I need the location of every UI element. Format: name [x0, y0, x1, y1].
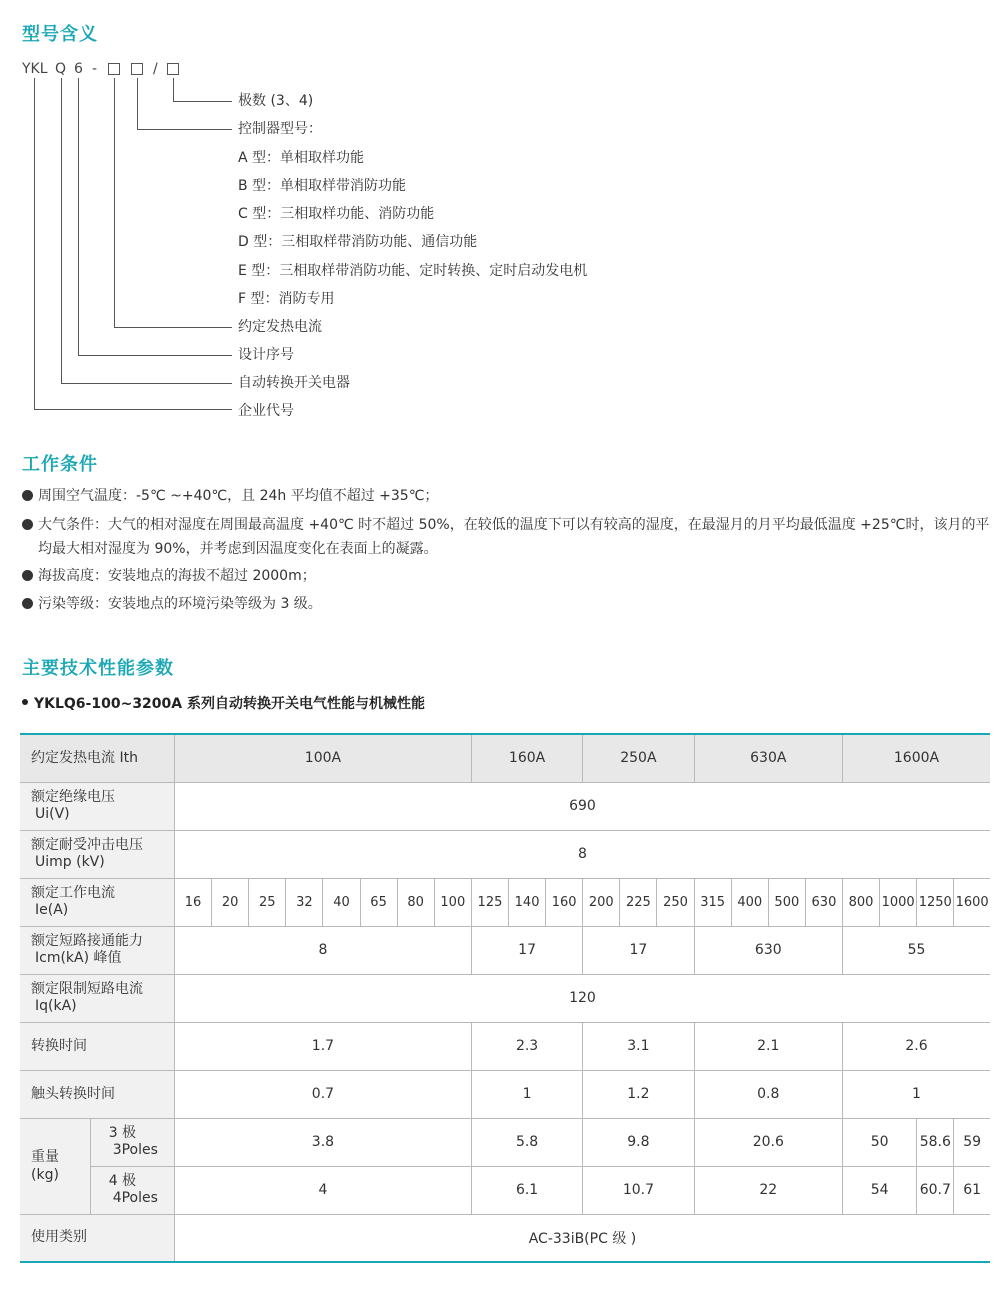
transfer-value: 1.7 — [174, 1022, 471, 1070]
bullet-icon — [22, 519, 33, 530]
impulse-value: 8 — [174, 830, 990, 878]
contact-value: 1.2 — [583, 1070, 694, 1118]
contact-value: 0.7 — [174, 1070, 471, 1118]
connector-poles-h — [173, 101, 232, 102]
current-cell: 250 — [657, 878, 694, 926]
insulation-label: 额定绝缘电压 Ui(V) — [20, 782, 174, 830]
label-type-d: D 型：三相取样带消防功能、通信功能 — [238, 234, 478, 250]
weight4-value: 4 — [174, 1166, 471, 1214]
current-cell: 225 — [620, 878, 657, 926]
code-box-current — [108, 63, 120, 75]
current-cell: 65 — [360, 878, 397, 926]
params-subtitle: YKLQ6-100~3200A 系列自动转换开关电气性能与机械性能 — [22, 693, 425, 713]
current-cell: 25 — [249, 878, 286, 926]
connector-current-v — [114, 78, 115, 327]
weight3-value: 58.6 — [917, 1118, 954, 1166]
table-row-weight-3p — [20, 1118, 990, 1166]
weight3-value: 59 — [954, 1118, 990, 1166]
transfer-value: 3.1 — [583, 1022, 694, 1070]
label-type-e: E 型：三相取样带消防功能、定时转换、定时启动发电机 — [238, 263, 588, 279]
current-cell: 630 — [805, 878, 842, 926]
bullet-icon — [22, 490, 33, 501]
code-slash: / — [153, 61, 158, 77]
table-row-insulation — [20, 782, 990, 830]
making-value: 17 — [471, 926, 582, 974]
current-cell: 1600 — [954, 878, 990, 926]
current-cell: 800 — [843, 878, 880, 926]
table-row-making — [20, 926, 990, 974]
model-code-diagram — [0, 0, 1000, 440]
label-ats: 自动转换开关电器 — [238, 375, 350, 391]
weight4-value: 60.7 — [917, 1166, 954, 1214]
category-label: 使用类别 — [20, 1214, 174, 1262]
table-row-weight-4p — [20, 1166, 990, 1214]
current-cell: 400 — [731, 878, 768, 926]
connector-ats-v — [61, 78, 62, 383]
current-cell: 125 — [471, 878, 508, 926]
transfer-label: 转换时间 — [20, 1022, 174, 1070]
connector-company-h — [34, 409, 232, 410]
current-cell: 32 — [286, 878, 323, 926]
current-label: 额定工作电流 Ie(A) — [20, 878, 174, 926]
contact-value: 0.8 — [694, 1070, 842, 1118]
table-row-impulse — [20, 830, 990, 878]
table-row-contact — [20, 1070, 990, 1118]
contact-value: 1 — [843, 1070, 991, 1118]
limit-label: 额定限制短路电流 Iq(kA) — [20, 974, 174, 1022]
current-cell: 140 — [509, 878, 546, 926]
current-cell: 20 — [212, 878, 249, 926]
label-company-code: 企业代号 — [238, 403, 294, 419]
label-type-c: C 型：三相取样功能、消防功能 — [238, 206, 435, 222]
current-cell: 500 — [768, 878, 805, 926]
label-design-serial: 设计序号 — [238, 347, 294, 363]
weight3-value: 3.8 — [174, 1118, 471, 1166]
bullet-icon — [22, 570, 33, 581]
weight3-value: 5.8 — [471, 1118, 582, 1166]
insulation-value: 690 — [174, 782, 990, 830]
connector-controller-h — [137, 129, 232, 130]
label-controller: 控制器型号： — [238, 121, 322, 137]
label-poles: 极数 (3、4) — [238, 93, 314, 109]
connector-design-h — [78, 355, 232, 356]
model-section-title: 型号含义 — [22, 24, 98, 45]
weight4-value: 6.1 — [471, 1166, 582, 1214]
making-label: 额定短路接通能力 Icm(kA) 峰值 — [20, 926, 174, 974]
current-cell: 315 — [694, 878, 731, 926]
frame-1600a: 1600A — [843, 734, 991, 782]
code-box-poles — [167, 63, 179, 75]
weight-label: 重量 (kg) — [20, 1118, 90, 1214]
connector-design-v — [78, 78, 79, 355]
frame-630a: 630A — [694, 734, 842, 782]
condition-atmosphere-cont: 均最大相对湿度为 90%，并考虑到因温度变化在表面上的凝露。 — [38, 541, 438, 557]
impulse-label: 额定耐受冲击电压 Uimp (kV) — [20, 830, 174, 878]
spec-table — [20, 733, 990, 1263]
code-dash: - — [92, 61, 98, 77]
current-cell: 160 — [546, 878, 583, 926]
contact-value: 1 — [471, 1070, 582, 1118]
making-value: 630 — [694, 926, 842, 974]
code-box-controller — [131, 63, 143, 75]
label-rated-current: 约定发热电流 — [238, 319, 322, 335]
pole4-label: 4 极 4Poles — [90, 1166, 174, 1214]
current-cell: 100 — [434, 878, 471, 926]
current-cell: 1250 — [917, 878, 954, 926]
making-value: 55 — [843, 926, 991, 974]
table-row-transfer — [20, 1022, 990, 1070]
contact-label: 触头转换时间 — [20, 1070, 174, 1118]
limit-value: 120 — [174, 974, 990, 1022]
transfer-value: 2.1 — [694, 1022, 842, 1070]
bullet-icon — [22, 699, 28, 705]
transfer-value: 2.3 — [471, 1022, 582, 1070]
connector-company-v — [34, 78, 35, 409]
condition-pollution: 污染等级：安装地点的环境污染等级为 3 级。 — [22, 592, 994, 616]
current-cell: 1000 — [880, 878, 917, 926]
pole3-label: 3 极 3Poles — [90, 1118, 174, 1166]
frame-160a: 160A — [471, 734, 582, 782]
weight3-value: 20.6 — [694, 1118, 842, 1166]
condition-temperature: 周围空气温度：-5℃ ~+40℃，且 24h 平均值不超过 +35℃； — [22, 484, 994, 508]
weight4-value: 61 — [954, 1166, 990, 1214]
connector-poles-v — [173, 78, 174, 101]
code-q: Q — [55, 61, 67, 77]
connector-controller-v — [137, 78, 138, 129]
header-label: 约定发热电流 Ith — [20, 734, 174, 782]
table-header-row — [20, 734, 990, 782]
frame-250a: 250A — [583, 734, 694, 782]
table-row-category — [20, 1214, 990, 1262]
weight4-value: 22 — [694, 1166, 842, 1214]
transfer-value: 2.6 — [843, 1022, 991, 1070]
weight4-value: 54 — [843, 1166, 917, 1214]
table-row-current — [20, 878, 990, 926]
bullet-icon — [22, 598, 33, 609]
label-type-f: F 型：消防专用 — [238, 291, 335, 307]
label-type-b: B 型：单相取样带消防功能 — [238, 178, 407, 194]
current-cell: 40 — [323, 878, 360, 926]
code-ykl: YKL — [22, 61, 48, 77]
params-section-title: 主要技术性能参数 — [22, 658, 174, 679]
weight3-value: 50 — [843, 1118, 917, 1166]
table-row-limit — [20, 974, 990, 1022]
weight4-value: 10.7 — [583, 1166, 694, 1214]
conditions-section-title: 工作条件 — [22, 454, 98, 475]
current-cell: 80 — [397, 878, 434, 926]
label-type-a: A 型：单相取样功能 — [238, 150, 365, 166]
making-value: 17 — [583, 926, 694, 974]
connector-current-h — [114, 327, 232, 328]
code-6: 6 — [74, 61, 83, 77]
making-value: 8 — [174, 926, 471, 974]
condition-atmosphere: 大气条件：大气的相对湿度在周围最高温度 +40℃ 时不超过 50%，在较低的温度下可以有较高的湿度，在最湿月的月平均最低温度 +25℃时，该月的平 均最大相对湿度为 90%，并考虑到因温度变化在表面上的凝露。 — [22, 513, 994, 561]
category-value: AC-33iB(PC 级 ) — [174, 1214, 990, 1262]
current-cell: 16 — [174, 878, 211, 926]
condition-altitude: 海拔高度：安装地点的海拔不超过 2000m； — [22, 564, 994, 588]
weight3-value: 9.8 — [583, 1118, 694, 1166]
frame-100a: 100A — [174, 734, 471, 782]
connector-ats-h — [61, 383, 232, 384]
current-cell: 200 — [583, 878, 620, 926]
